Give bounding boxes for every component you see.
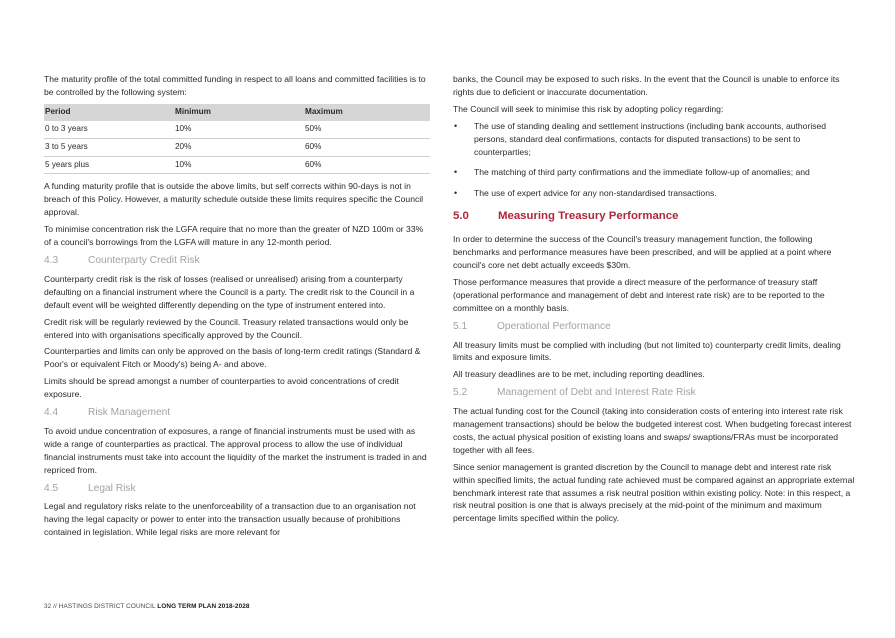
policy-bullet-list <box>453 120 855 201</box>
table-header-row <box>44 104 430 121</box>
paragraph: Since senior management is granted discretion by the Council to manage debt and interest rate risk within specified limits, the actual funding rate achieved must be compared against an appropriate external benchmark interest rate that assumes a risk neutral position within existing policy. Note: in this respect, a risk neutral position is one that is always precisely at the mid-point of the minimum and maximum percentage limits specified within the policy. <box>453 461 855 524</box>
cell-minimum: 20% <box>174 138 304 156</box>
table-row <box>44 121 430 138</box>
page-footer <box>44 603 250 610</box>
section-number: 5.0 <box>453 210 469 223</box>
paragraph: All treasury limits must be complied with including (but not limited to) counterparty credit limits, dealing limits and exposure limits. <box>453 339 841 363</box>
section-title: Operational Performance <box>497 320 611 332</box>
paragraph: Counterparty credit risk is the risk of losses (realised or unrealised) arising from a counterparty defaulting on a financial instrument where the Council is a party. The credit risk to the Council in a default event will be weighted differently depending on the type of instrument entered into. <box>44 273 415 310</box>
cell-minimum: 10% <box>174 121 304 138</box>
paragraph: All treasury deadlines are to be met, including reporting deadlines. <box>453 369 705 380</box>
section-title: Legal Risk <box>88 482 136 494</box>
section-title: Risk Management <box>88 407 171 419</box>
maturity-table <box>44 104 430 175</box>
left-column <box>44 73 430 543</box>
section-heading-5-2 <box>453 387 855 400</box>
list-item-text: The use of standing dealing and settlement instructions (including bank accounts, authorised persons, standard deal confirmations, contacts for disputed transactions) to be sent to counterparties; <box>474 120 827 157</box>
section-heading-5-0 <box>453 210 855 223</box>
cell-minimum: 10% <box>174 156 304 174</box>
paragraph: Limits should be spread amongst a number of counterparties to avoid concentrations of credit exposure. <box>44 376 399 400</box>
paragraph: Counterparties and limits can only be approved on the basis of long-term credit ratings (Standard & Poor's or equivalent Fitch or Moody's) being A- and above. <box>44 346 421 370</box>
section-title: Measuring Treasury Performance <box>498 210 679 223</box>
paragraph: The actual funding cost for the Council (taking into consideration costs of entering into interest rate risk management transactions) should be below the budgeted interest cost. When budgeting forecast interest costs, the actual physical position of existing loans and swaps/ swaptions/FRAs must be incorporated together with all fees. <box>453 406 852 455</box>
cell-period: 3 to 5 years <box>44 138 174 156</box>
paragraph: In order to determine the success of the Council's treasury management function, the following benchmarks and performance measures have been prescribed, and will be applied at a point where council's core net debt actually exceeds $30m. <box>453 234 832 270</box>
list-item <box>453 120 855 159</box>
col-header-period: Period <box>44 104 174 121</box>
col-header-maximum: Maximum <box>304 104 430 121</box>
section-number: 4.4 <box>44 407 59 419</box>
lgfa-note: To minimise concentration risk the LGFA require that no more than the greater of NZD 100m or 33% of a council's borrowings from the LGFA will mature in any 12-month period. <box>44 224 424 248</box>
section-number: 5.1 <box>453 320 468 332</box>
list-item-text: The use of expert advice for any non-standardised transactions. <box>474 188 717 199</box>
section-title: Counterparty Credit Risk <box>88 254 200 266</box>
section-title: Management of Debt and Interest Rate Risk <box>497 387 696 399</box>
section-number: 5.2 <box>453 387 468 399</box>
paragraph: Credit risk will be regularly reviewed by the Council. Treasury related transactions would only be entered into with organisations specifically approved by the Council. <box>44 316 409 340</box>
maturity-intro: The maturity profile of the total committed funding in respect to all loans and committed facilities is to be controlled by the following system: <box>44 74 426 97</box>
section-heading-4-4 <box>44 407 430 420</box>
list-item <box>453 166 855 179</box>
section-heading-5-1 <box>453 321 855 334</box>
paragraph: Those performance measures that provide a direct measure of the performance of treasury staff (operational performance and management of debt and interest rate risk) are to be reported to the committee on a monthly basis. <box>453 276 825 313</box>
list-item-text: The matching of third party confirmations and the immediate follow-up of anomalies; and <box>474 167 810 178</box>
paragraph: The Council will seek to minimise this risk by adopting policy regarding: <box>453 103 724 114</box>
cell-period: 0 to 3 years <box>44 121 174 138</box>
bullet-icon: • <box>454 188 458 199</box>
section-number: 4.3 <box>44 254 59 266</box>
paragraph: banks, the Council may be exposed to such risks. In the event that the Council is unable to enforce its rights due to deficient or inaccurate documentation. <box>453 74 840 97</box>
cell-maximum: 60% <box>304 138 430 156</box>
cell-maximum: 60% <box>304 156 430 174</box>
paragraph: To avoid undue concentration of exposures, a range of financial instruments must be used with as wide a range of counterparties as practical. The approval process to allow the use of individual financial instruments must take into account the liquidity of the market the instrument is traded in and repriced from. <box>44 425 427 475</box>
paragraph: Legal and regulatory risks relate to the unenforceability of a transaction due to an organisation not having the legal capacity or power to enter into the transaction usually because of prohibitions contained in legislation. While legal risks are more relevant for <box>44 501 416 538</box>
maturity-note: A funding maturity profile that is outside the above limits, but self corrects within 90-days is not in breach of this Policy. However, a maturity schedule outside these limits requires specific the Council approval. <box>44 181 424 218</box>
section-heading-4-5 <box>44 483 430 496</box>
section-number: 4.5 <box>44 482 59 494</box>
section-heading-4-3 <box>44 255 430 268</box>
right-column <box>453 73 855 529</box>
footer-page-label: 32 // HASTINGS DISTRICT COUNCIL <box>44 603 158 610</box>
table-row <box>44 138 430 156</box>
col-header-minimum: Minimum <box>174 104 304 121</box>
cell-maximum: 50% <box>304 121 430 138</box>
list-item <box>453 187 855 200</box>
bullet-icon: • <box>454 120 458 131</box>
table-row <box>44 156 430 174</box>
footer-plan-title: LONG TERM PLAN 2018-2028 <box>157 603 250 610</box>
bullet-icon: • <box>454 167 458 178</box>
cell-period: 5 years plus <box>44 156 174 174</box>
